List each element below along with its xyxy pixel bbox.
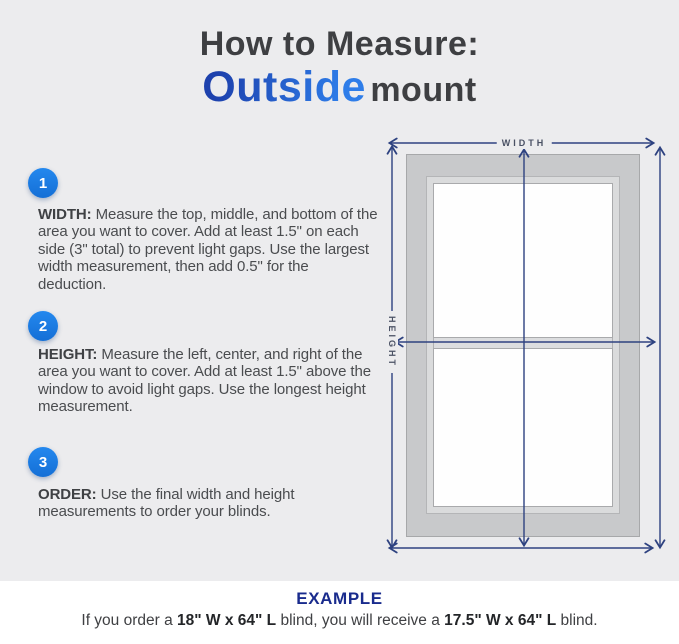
- height-dimension-label: HEIGHT: [386, 311, 398, 373]
- step-2-number: 2: [38, 317, 48, 335]
- example-heading: EXAMPLE: [296, 589, 383, 608]
- example-prefix: If you order a: [81, 612, 178, 629]
- title-accent-outside: Outside: [202, 63, 366, 111]
- example-received-size: 17.5" W x 64" L: [444, 612, 557, 629]
- example-section: [0, 581, 679, 644]
- step-1-number: 1: [38, 174, 48, 192]
- step-2-body: Measure the left, center, and right of the area you want to cover. Add at least 1.5" above the window to avoid light gaps. Use the longest height measurement.: [38, 346, 371, 416]
- step-1-label: WIDTH:: [38, 206, 92, 223]
- step-3-number-badge: [28, 447, 58, 477]
- title-rest-mount: mount: [370, 71, 477, 109]
- example-suffix: blind.: [556, 612, 598, 629]
- step-3-body: Use the final width and height measurements to order your blinds.: [38, 486, 295, 521]
- example-middle: blind, you will receive a: [276, 612, 445, 629]
- title-line-2: [0, 64, 679, 120]
- example-sentence: [0, 611, 679, 631]
- step-2-description: [38, 346, 380, 416]
- step-2-label: HEIGHT:: [38, 346, 98, 363]
- step-1-body: Measure the top, middle, and bottom of the area you want to cover. Add at least 1.5" on each side (3" total) to prevent light gaps. Use the largest width measurement, then add 0.5" for the deduction.: [38, 206, 378, 293]
- step-3-description: [38, 486, 380, 521]
- page-title: [0, 24, 679, 120]
- example-ordered-size: 18" W x 64" L: [177, 612, 277, 629]
- step-2-number-badge: [28, 311, 58, 341]
- step-1-description: [38, 206, 380, 293]
- measurement-arrows: [375, 130, 675, 575]
- width-dimension-label: WIDTH: [497, 137, 552, 149]
- window-measurement-diagram: [375, 130, 675, 575]
- step-3-label: ORDER:: [38, 486, 97, 503]
- step-3-number: 3: [38, 453, 48, 471]
- step-1-number-badge: [28, 168, 58, 198]
- title-line-1: How to Measure:: [199, 25, 480, 63]
